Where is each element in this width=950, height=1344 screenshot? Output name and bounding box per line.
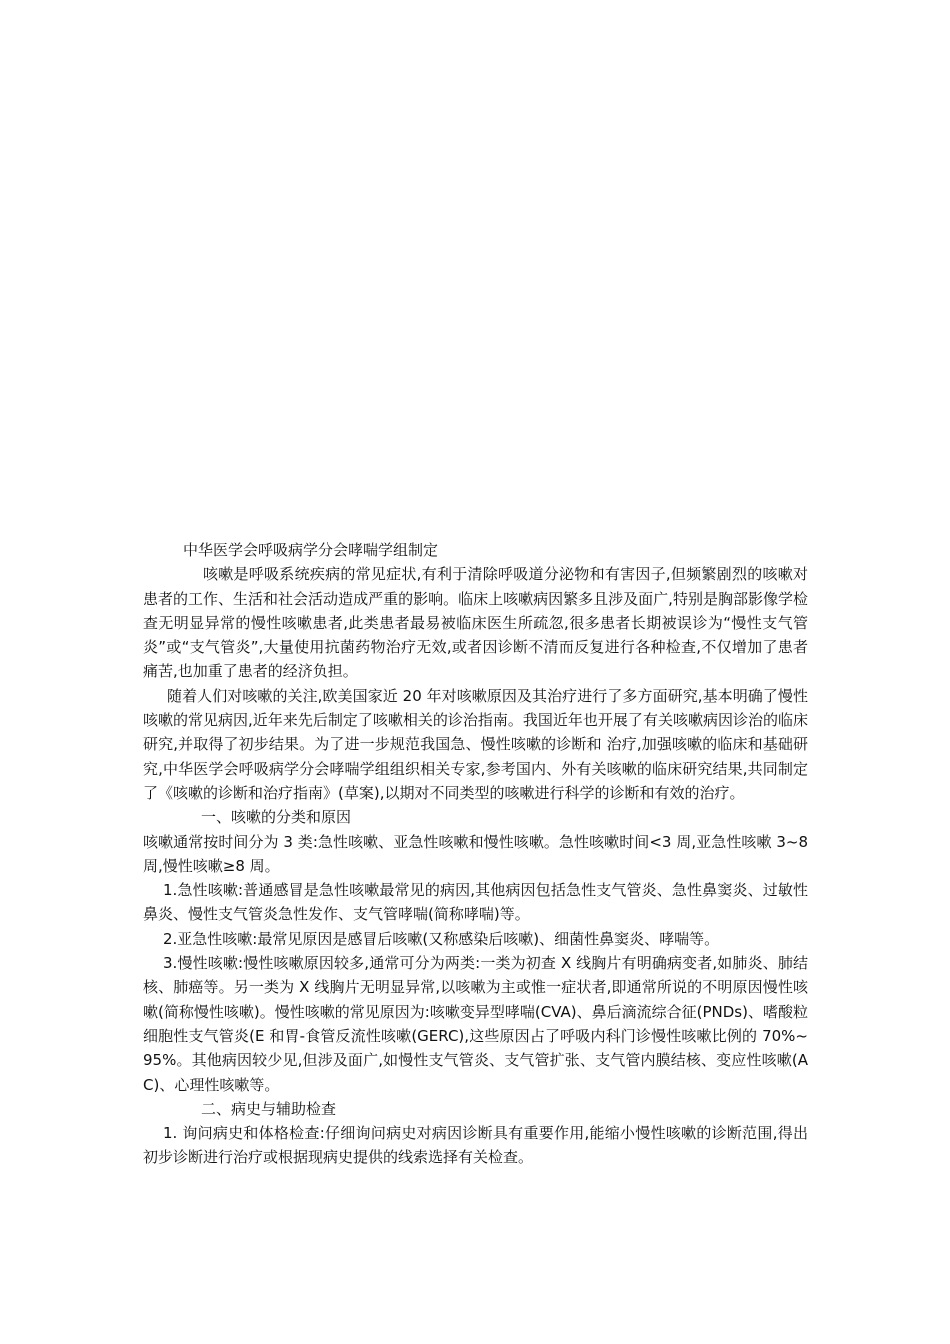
intro-paragraph: 咳嗽是呼吸系统疾病的常见症状,有利于清除呼吸道分泌物和有害因子,但频繁剧烈的咳嗽对患者的工作、生活和社会活动造成严重的影响。临床上咳嗽病因繁多且涉及面广,特别是胸部影像学检查无明显异常的慢性咳嗽患者,此类患者最易被临床医生所疏忽,很多患者长期被误诊为“慢性支气管炎”或“支气管炎”,大量使用抗菌药物治疗无效,或者因诊断不清而反复进行各种检查,不仅增加了患者痛苦,也加重了患者的经济负担。 <box>143 565 808 681</box>
chronic-cough-item: 3.慢性咳嗽:慢性咳嗽原因较多,通常可分为两类:一类为初查 X 线胸片有明确病变者,如肺炎、肺结核、肺癌等。另一类为 X 线胸片无明显异常,以咳嗽为主或惟一症状者,即通常所说的不明原因慢性咳嗽(简称慢性咳嗽)。慢性咳嗽的常见原因为:咳嗽变异型哮喘(CVA)、鼻后滴流综合征(PNDs)、嗜酸粒细胞性支气管炎(E 和胃-食管反流性咳嗽(GERC),这些原因占了呼吸内科门诊慢性咳嗽比例的 70%~95%。其他病因较少见,但涉及面广,如慢性支气管炎、支气管扩张、支气管内膜结核、变应性咳嗽(AC)、心理性咳嗽等。 <box>143 954 808 1094</box>
section-heading-history: 二、病史与辅助检查 <box>201 1099 337 1118</box>
section-heading-classification: 一、咳嗽的分类和原因 <box>201 808 352 827</box>
history-exam-item: 1. 询问病史和体格检查:仔细询问病史对病因诊断具有重要作用,能缩小慢性咳嗽的诊断范围,得出初步诊断进行治疗或根据现病史提供的线索选择有关检查。 <box>143 1124 808 1167</box>
subacute-cough-item: 2.亚急性咳嗽:最常见原因是感冒后咳嗽(又称感染后咳嗽)、细菌性鼻窦炎、哮喘等。 <box>163 929 720 948</box>
author-line: 中华医学会呼吸病学分会哮喘学组制定 <box>183 541 439 559</box>
document-body <box>143 538 808 1170</box>
classification-intro: 咳嗽通常按时间分为 3 类:急性咳嗽、亚急性咳嗽和慢性咳嗽。急性咳嗽时间<3 周,亚急性咳嗽 3~8 周,慢性咳嗽≥8 周。 <box>143 832 808 875</box>
acute-cough-item: 1.急性咳嗽:普通感冒是急性咳嗽最常见的病因,其他病因包括急性支气管炎、急性鼻窦炎、过敏性鼻炎、慢性支气管炎急性发作、支气管哮喘(简称哮喘)等。 <box>143 881 808 924</box>
background-paragraph: 随着人们对咳嗽的关注,欧美国家近 20 年对咳嗽原因及其治疗进行了多方面研究,基本明确了慢性咳嗽的常见病因,近年来先后制定了咳嗽相关的诊治指南。我国近年也开展了有关咳嗽病因诊治的临床研究,并取得了初步结果。为了进一步规范我国急、慢性咳嗽的诊断和 治疗,加强咳嗽的临床和基础研究,中华医学会呼吸病学分会哮喘学组组织相关专家,参考国内、外有关咳嗽的临床研究结果,共同制定了《咳嗽的诊断和治疗指南》(草案),以期对不同类型的咳嗽进行科学的诊断和有效的治疗。 <box>143 686 808 802</box>
